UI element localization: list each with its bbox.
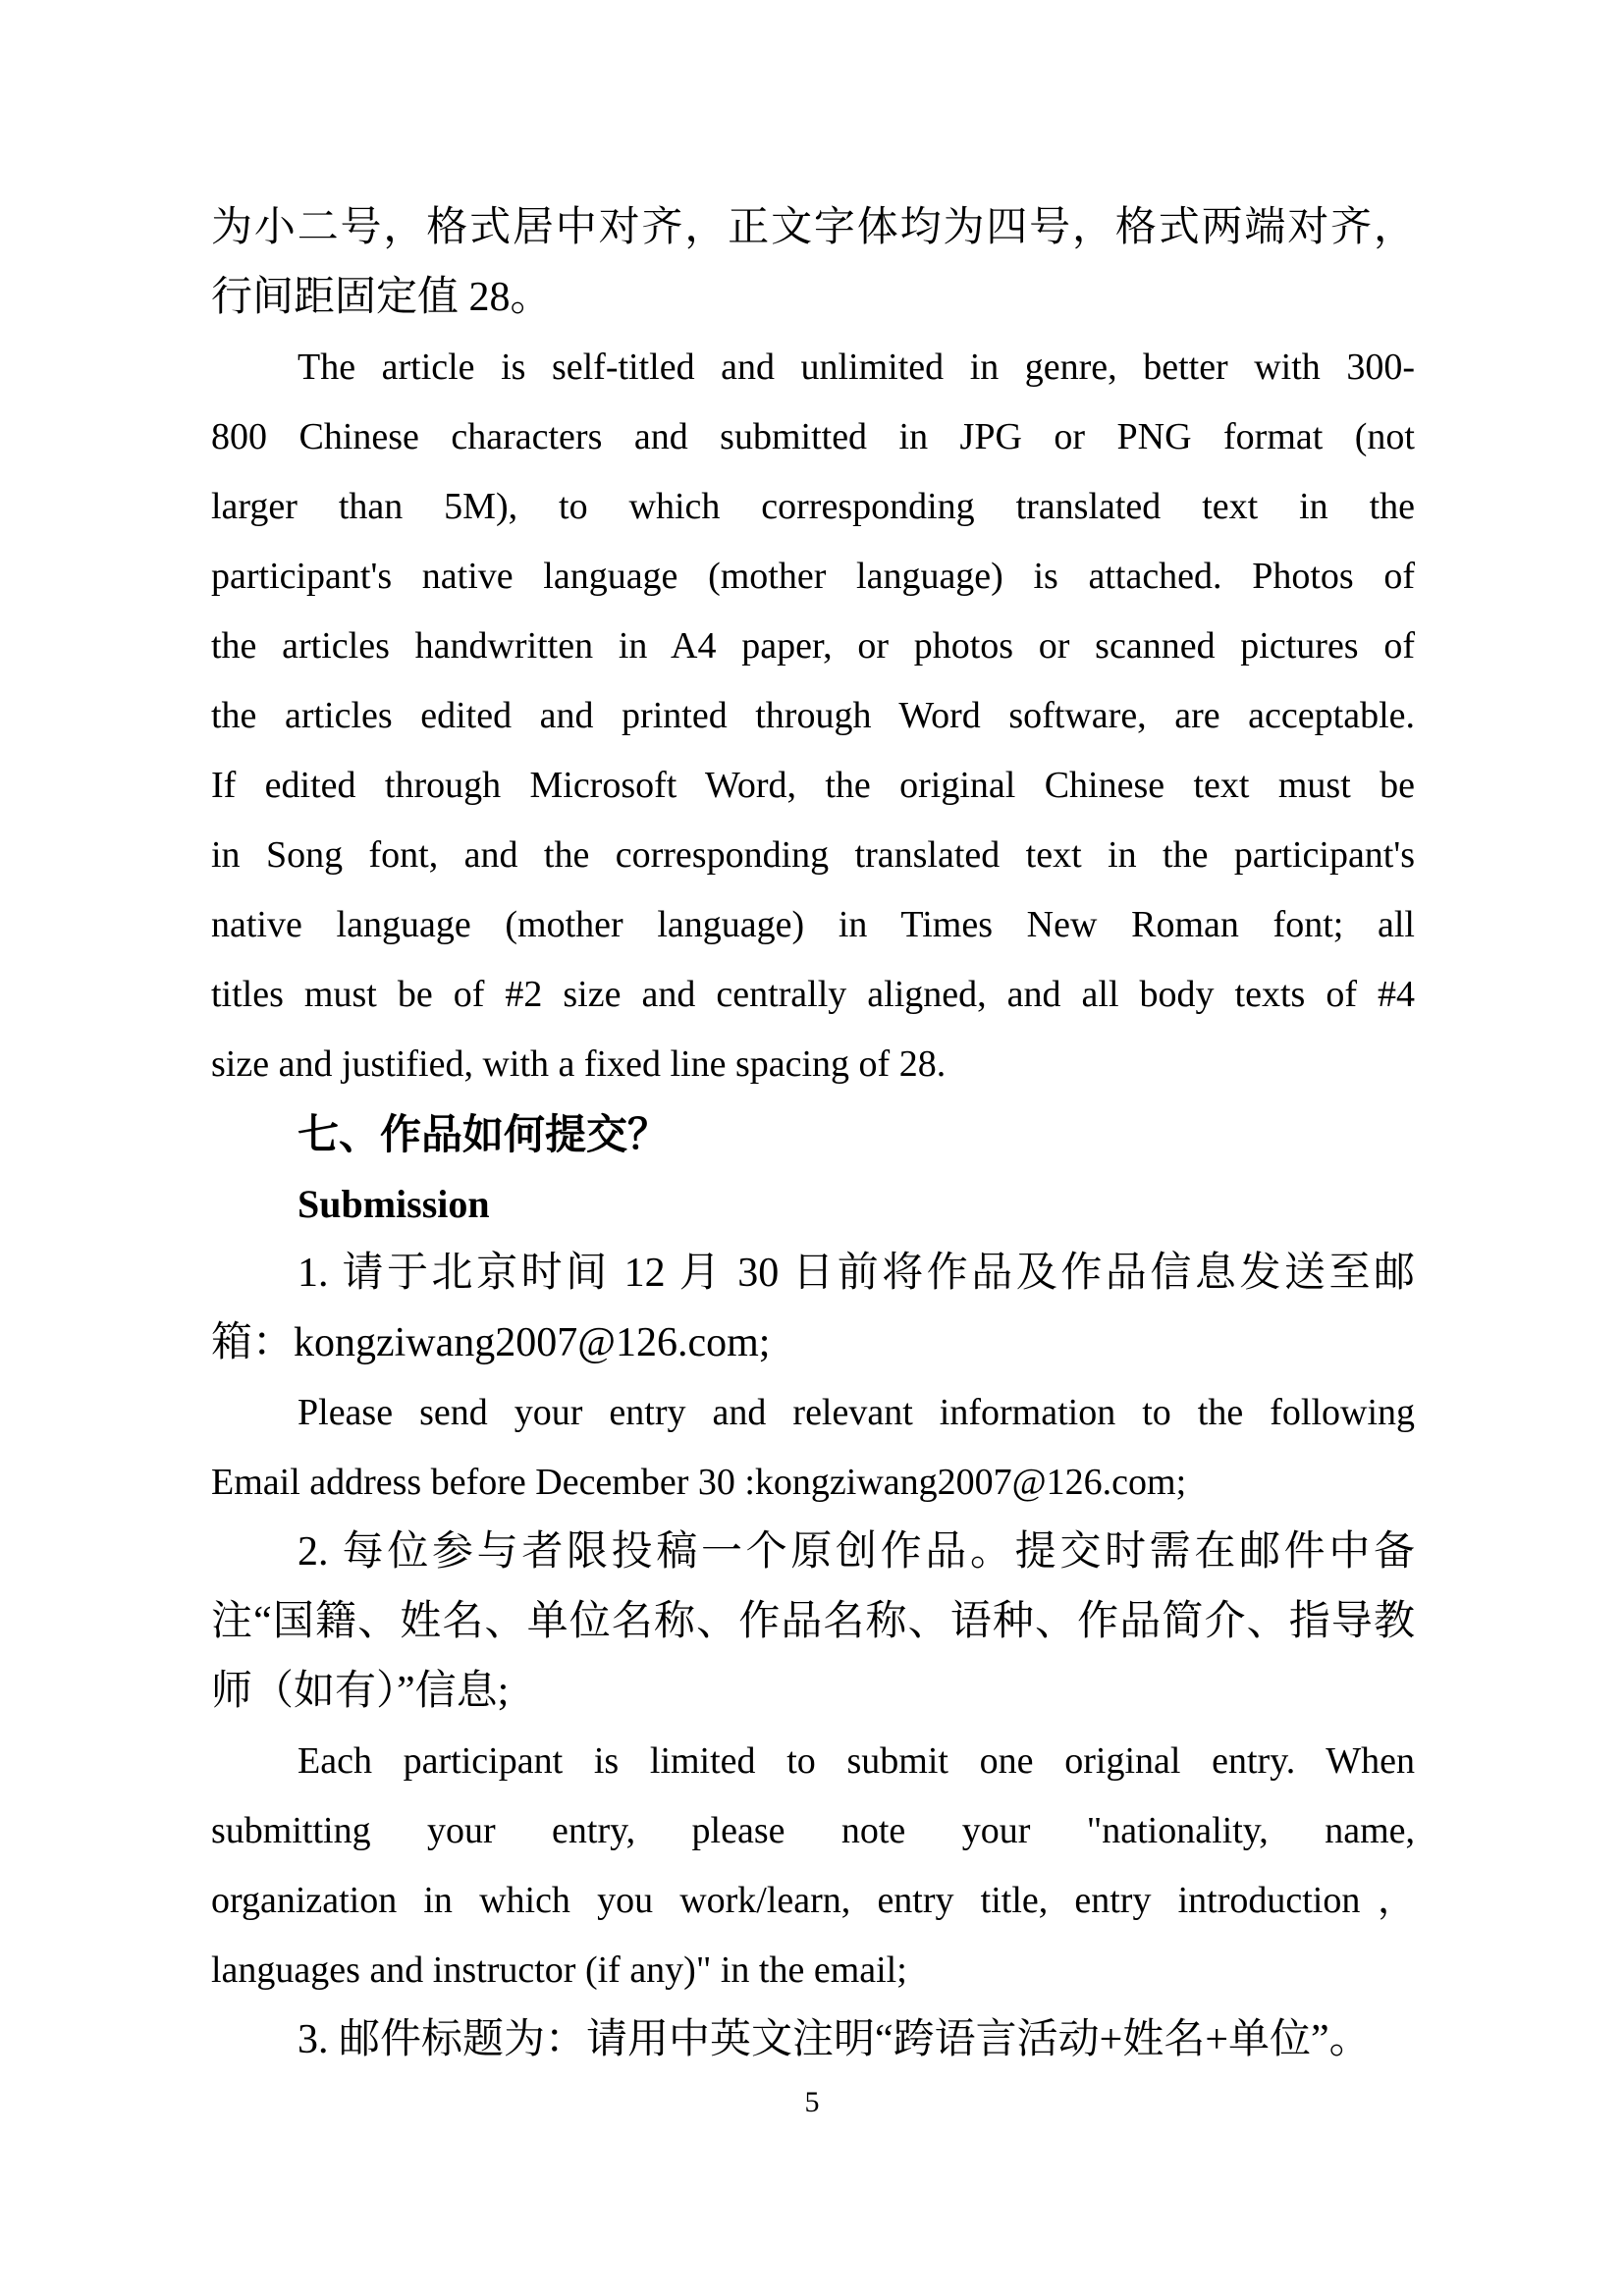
text-line: submitting your entry, please note your "nationality, name, <box>211 1810 1415 1851</box>
text-line: native language (mother language) in Times New Roman font; all <box>211 904 1415 945</box>
text-line: 2. 每位参与者限投稿一个原创作品。提交时需在邮件中备 <box>298 1529 1415 1575</box>
text-line: If edited through Microsoft Word, the original Chinese text must be <box>211 765 1415 806</box>
text-line: the articles handwritten in A4 paper, or photos or scanned pictures of <box>211 625 1415 667</box>
text-line: The article is self-titled and unlimited in genre, better with 300- <box>298 347 1415 388</box>
text-line: the articles edited and printed through Word software, are acceptable. <box>211 695 1415 736</box>
text-line: participant's native language (mother language) is attached. Photos of <box>211 556 1415 597</box>
text-line: organization in which you work/learn, entry title, entry introduction， <box>211 1880 1415 1921</box>
document-body <box>211 193 1415 2075</box>
text-line: languages and instructor (if any)" in the email; <box>211 1949 907 1991</box>
text-line: size and justified, with a fixed line spacing of 28. <box>211 1043 947 1085</box>
text-line: Email address before December 30 :kongziwang2007@126.com; <box>211 1462 1187 1503</box>
text-line: 800 Chinese characters and submitted in JPG or PNG format (not <box>211 416 1415 457</box>
text-line: larger than 5M), to which corresponding translated text in the <box>211 486 1415 527</box>
text-line: 师（如有）”信息; <box>211 1669 510 1714</box>
text-line: 1. 请于北京时间 12 月 30 日前将作品及作品信息发送至邮 <box>298 1251 1415 1296</box>
text-line: titles must be of #2 size and centrally aligned, and all body texts of #4 <box>211 974 1415 1015</box>
text-line: 为小二号，格式居中对齐，正文字体均为四号，格式两端对齐， <box>211 205 1415 250</box>
text-line: Please send your entry and relevant information to the following <box>298 1392 1415 1433</box>
text-line: 3. 邮件标题为：请用中英文注明“跨语言活动+姓名+单位”。 <box>298 2017 1371 2062</box>
section-heading: 七、作品如何提交？ <box>298 1111 670 1157</box>
text-line: 箱：kongziwang2007@126.com; <box>211 1320 771 1365</box>
text-line: 行间距固定值 28。 <box>211 275 552 320</box>
page-number: 5 <box>804 2086 820 2118</box>
text-line: in Song font, and the corresponding translated text in the participant's <box>211 834 1415 876</box>
text-line: 注“国籍、姓名、单位名称、作品名称、语种、作品简介、指导教 <box>211 1599 1415 1644</box>
section-subheading: Submission <box>298 1182 490 1226</box>
text-line: Each participant is limited to submit one original entry. When <box>298 1740 1415 1782</box>
